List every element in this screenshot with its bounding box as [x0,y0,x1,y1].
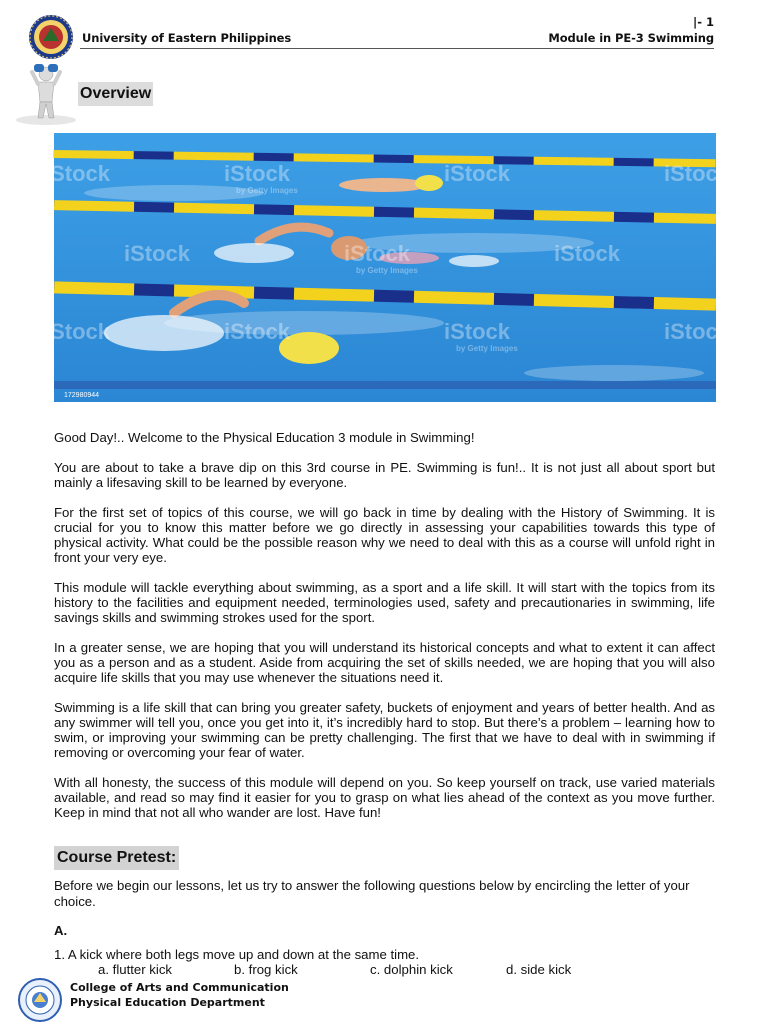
overview-body [54,430,715,835]
watermark-text: iStock [44,319,111,344]
watermark-sub: by Getty Images [456,344,518,353]
watermark-text: iStock [224,161,291,186]
paragraph: With all honesty, the success of this module will depend on you. So keep yourself on track, use varied materials available, and read so may find it easier for you to grasp on what lies ahead of the context as you move further. Keep in mind that not all who wander are lost. Have fun! [54,775,715,820]
watermark-text: iStock [444,319,511,344]
section-title-pretest: Course Pretest: [54,846,179,870]
watermark-text: iStock [444,161,511,186]
watermark-text: iStock [224,319,291,344]
university-seal-icon [28,14,74,60]
option-b: b. frog kick [234,962,298,977]
paragraph: You are about to take a brave dip on this 3rd course in PE. Swimming is fun!.. It is not just all about sport but mainly a lifesaving skill to be learned by everyone. [54,460,715,490]
college-seal-icon [18,978,62,1022]
module-title: Module in PE-3 Swimming [548,31,714,45]
university-name: University of Eastern Philippines [82,31,292,45]
watermark-text: iStock [124,241,191,266]
paragraph: For the first set of topics of this course, we will go back in time by dealing with the History of Swimming. It is crucial for you to know this matter before we go directly in assessing your capabilities towards this type of physical activity. What could be the possible reason why we need to deal with this as a course will unfold right in front your very eye. [54,505,715,565]
stock-id: 172980944 [64,392,100,399]
watermark-text: iStock [44,161,111,186]
watermark-sub: by Getty Images [356,266,418,275]
header-divider [80,48,714,49]
pretest-instructions: Before we begin our lessons, let us try to answer the following questions below by encircling the letter of your choice. [54,878,690,909]
option-a: a. flutter kick [98,962,173,977]
watermark-sub: by Getty Images [236,186,298,195]
watermark-text: iStock [344,241,411,266]
paragraph: Good Day!.. Welcome to the Physical Education 3 module in Swimming! [54,430,475,445]
swimming-photo [44,133,731,402]
watermark-text: iStock [664,319,731,344]
department-name: Physical Education Department [70,996,265,1009]
person-with-binoculars-icon [14,60,78,126]
college-name: College of Arts and Communication [70,981,289,994]
watermark-text: iStock [554,241,621,266]
question-1: 1. A kick where both legs move up and down at the same time. [54,947,420,962]
section-label: A. [54,923,68,938]
paragraph: Swimming is a life skill that can bring you greater safety, buckets of enjoyment and years of better health. And as any swimmer will tell you, once you get into it, it’s incredibly hard to stop. But there’s a problem – learning how to swim, or improving your swimming can be pretty challenging. The first that we have to deal with in swimming if removing or overcoming your fear of water. [54,700,715,760]
option-c: c. dolphin kick [370,962,453,977]
section-title-overview: Overview [78,82,153,106]
page-number: |- 1 [693,15,714,29]
paragraph: In a greater sense, we are hoping that you will understand its historical concepts and what to extent it can affect you as a person and as a student. Aside from acquiring the set of skills needed, we are hoping that you will also acquire life skills that you may use whenever the situations need it. [54,640,715,685]
watermark-text: iStock [664,161,731,186]
paragraph: This module will tackle everything about swimming, as a sport and a life skill. It will start with the topics from its history to the facilities and equipment needed, terminologies used, safety and precautionaries in swimming, life savings skills and swimming strokes used for the sport. [54,580,715,625]
option-d: d. side kick [506,962,572,977]
